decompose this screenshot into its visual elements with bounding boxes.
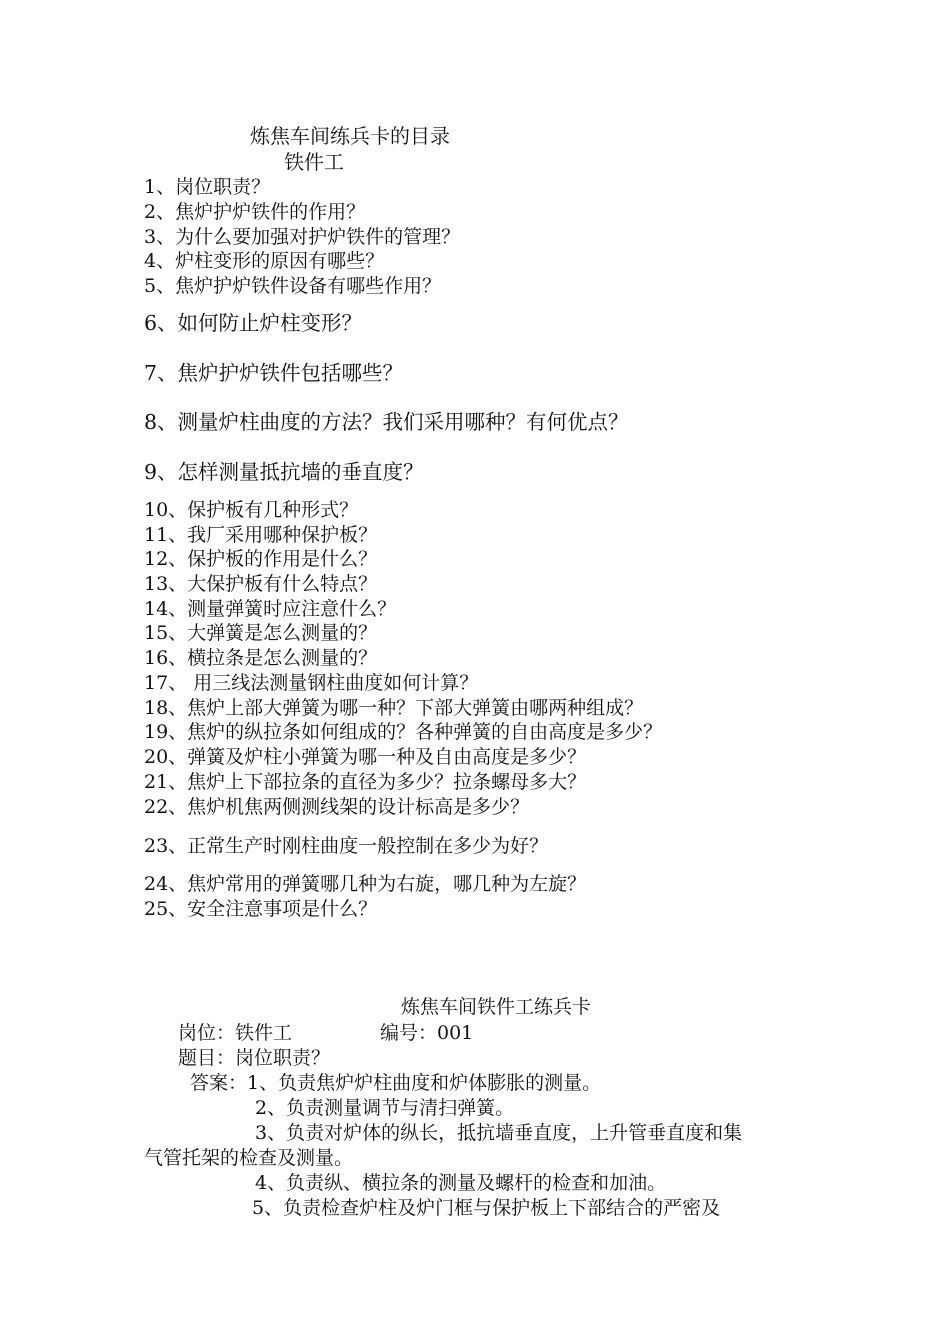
toc-item: 6、如何防止炉柱变形？ <box>144 311 363 335</box>
toc-item: 7、焦炉护炉铁件包括哪些？ <box>144 361 404 385</box>
card-post: 岗位：铁件工 <box>178 1022 293 1044</box>
toc-item: 24、焦炉常用的弹簧哪几种为右旋，哪几种为左旋？ <box>144 873 587 895</box>
toc-item: 22、焦炉机焦两侧测线架的设计标高是多少？ <box>144 796 530 818</box>
card-answer-4: 4、负责纵、横拉条的测量及螺杆的检查和加油。 <box>255 1172 667 1194</box>
toc-item: 14、测量弹簧时应注意什么？ <box>144 598 397 620</box>
toc-item: 9、怎样测量抵抗墙的垂直度？ <box>144 460 424 484</box>
card-answer-3a: 3、负责对炉体的纵长，抵抗墙垂直度，上升管垂直度和集 <box>255 1122 743 1144</box>
toc-item: 3、为什么要加强对护炉铁件的管理？ <box>144 226 461 248</box>
toc-item: 4、炉柱变形的原因有哪些？ <box>144 250 385 272</box>
card-answer-1: 答案：1、负责焦炉炉柱曲度和炉体膨胀的测量。 <box>190 1072 602 1094</box>
card-answer-2: 2、负责测量调节与清扫弹簧。 <box>255 1097 515 1119</box>
toc-item: 11、我厂采用哪种保护板？ <box>144 524 378 546</box>
toc-item: 17、 用三线法测量钢柱曲度如何计算？ <box>144 672 479 694</box>
toc-item: 12、保护板的作用是什么？ <box>144 548 378 570</box>
toc-item: 19、焦炉的纵拉条如何组成的？各种弹簧的自由高度是多少？ <box>144 721 663 743</box>
card-answer-3b: 气管托架的检查及测量。 <box>144 1147 354 1169</box>
toc-item: 1、岗位职责？ <box>144 176 271 198</box>
toc-item: 5、焦炉护炉铁件设备有哪些作用？ <box>144 275 442 297</box>
card-title: 炼焦车间铁件工练兵卡 <box>401 996 592 1018</box>
card-answer-5: 5、负责检查炉柱及炉门框与保护板上下部结合的严密及 <box>252 1197 721 1219</box>
toc-item: 13、大保护板有什么特点？ <box>144 573 378 595</box>
toc-item: 21、焦炉上下部拉条的直径为多少？拉条螺母多大？ <box>144 771 587 793</box>
card-question: 题目：岗位职责？ <box>178 1047 331 1069</box>
toc-item: 8、测量炉柱曲度的方法？我们采用哪种？有何优点？ <box>144 410 629 434</box>
toc-subtitle: 铁件工 <box>284 150 344 174</box>
toc-title: 炼焦车间练兵卡的目录 <box>250 124 450 148</box>
toc-item: 18、焦炉上部大弹簧为哪一种？下部大弹簧由哪两种组成？ <box>144 697 644 719</box>
toc-item: 2、焦炉护炉铁件的作用？ <box>144 201 366 223</box>
toc-item: 25、安全注意事项是什么？ <box>144 898 378 920</box>
toc-item: 20、弹簧及炉柱小弹簧为哪一种及自由高度是多少？ <box>144 746 587 768</box>
toc-item: 23、正常生产时刚柱曲度一般控制在多少为好？ <box>144 835 549 857</box>
card-number: 编号：001 <box>380 1022 474 1044</box>
toc-item: 16、横拉条是怎么测量的？ <box>144 647 378 669</box>
toc-item: 10、保护板有几种形式？ <box>144 499 359 521</box>
toc-item: 15、大弹簧是怎么测量的？ <box>144 622 378 644</box>
